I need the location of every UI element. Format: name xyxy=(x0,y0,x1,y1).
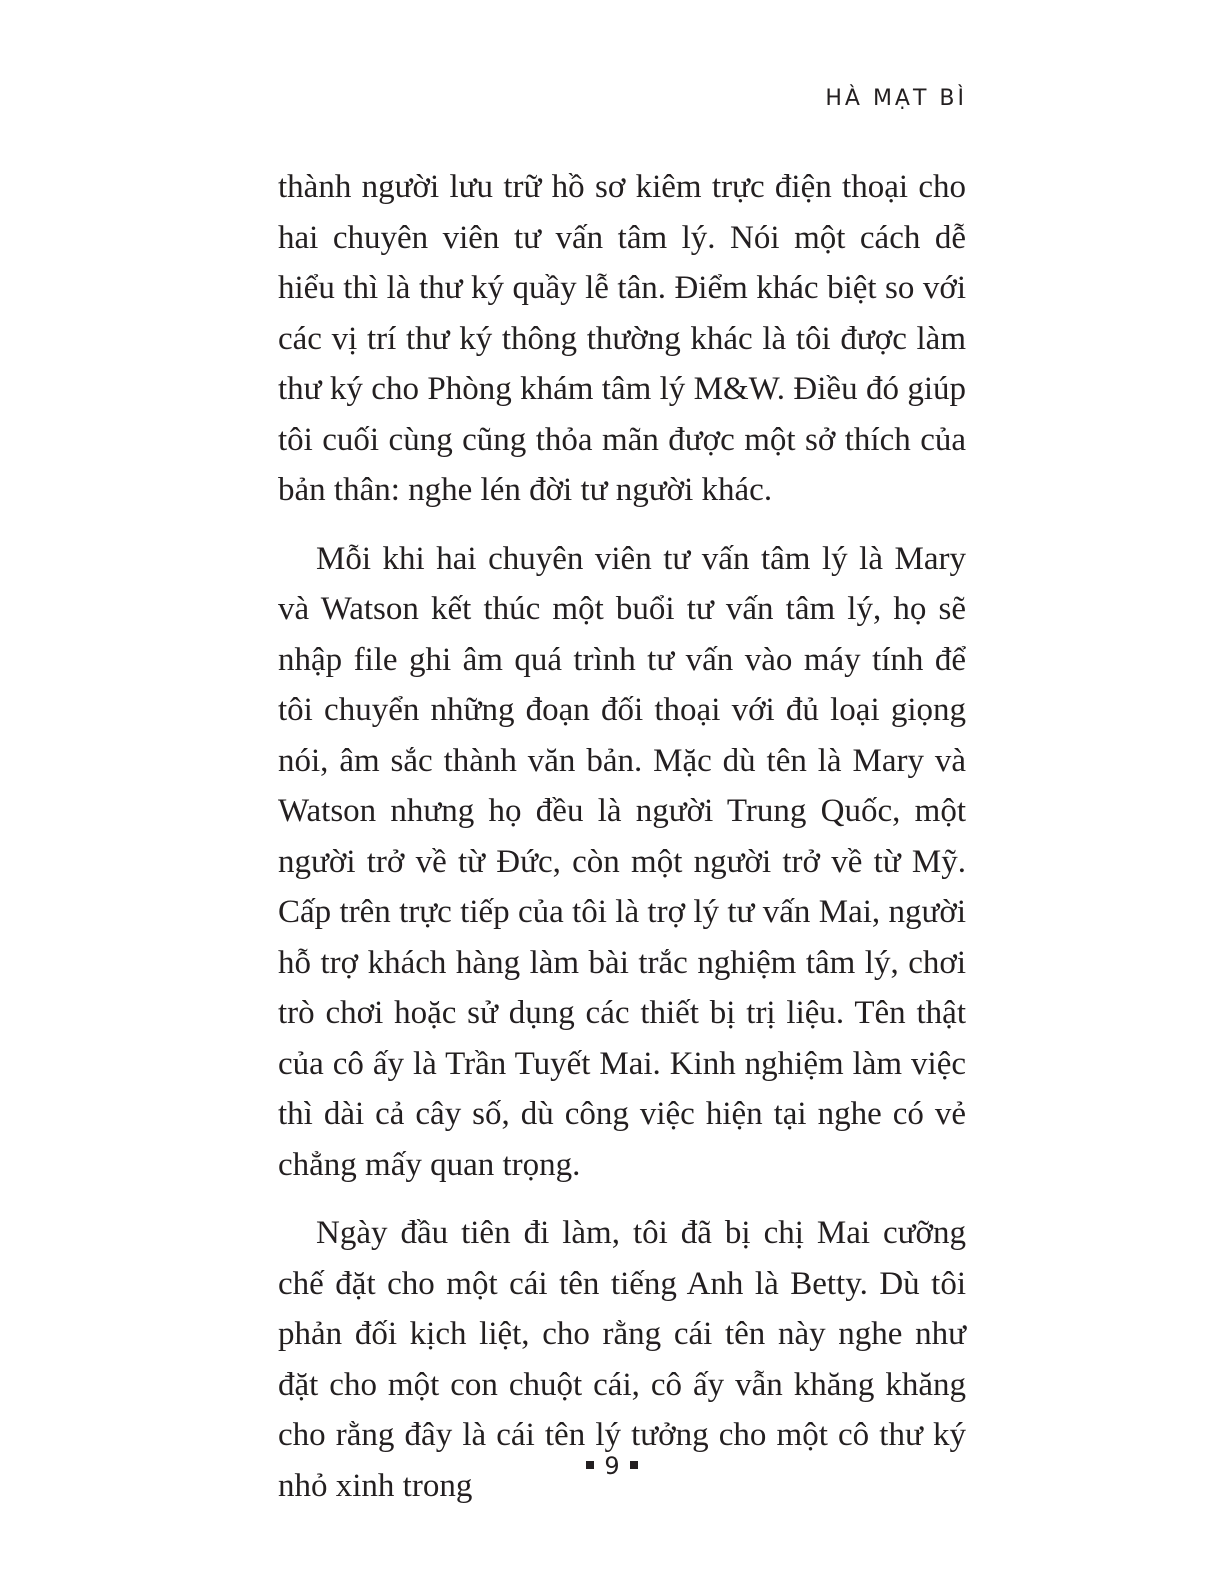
folio-square-right-icon xyxy=(630,1461,638,1469)
body-text xyxy=(278,162,966,1511)
page-number: 9 xyxy=(604,1452,620,1480)
paragraph-2: Mỗi khi hai chuyên viên tư vấn tâm lý là Mary và Watson kết thúc một buổi tư vấn tâm lý, họ sẽ nhập file ghi âm quá trình tư vấn vào máy tính để tôi chuyển những đoạn đối thoại với đủ loại giọng nói, âm sắc thành văn bản. Mặc dù tên là Mary và Watson nhưng họ đều là người Trung Quốc, một người trở về từ Đức, còn một người trở về từ Mỹ. Cấp trên trực tiếp của tôi là trợ lý tư vấn Mai, người hỗ trợ khách hàng làm bài trắc nghiệm tâm lý, chơi trò chơi hoặc sử dụng các thiết bị trị liệu. Tên thật của cô ấy là Trần Tuyết Mai. Kinh nghiệm làm việc thì dài cả cây số, dù công việc hiện tại nghe có vẻ chẳng mấy quan trọng. xyxy=(278,540,966,1183)
paragraph-1: thành người lưu trữ hồ sơ kiêm trực điện thoại cho hai chuyên viên tư vấn tâm lý. Nói một cách dễ hiểu thì là thư ký quầy lễ tân. Điểm khác biệt so với các vị trí thư ký thông thường khác là tôi được làm thư ký cho Phòng khám tâm lý M&W. Điều đó giúp tôi cuối cùng cũng thỏa mãn được một sở thích của bản thân: nghe lén đời tư người khác. xyxy=(278,169,966,508)
running-header-title: HÀ MẠT BÌ xyxy=(825,86,967,111)
folio-square-left-icon xyxy=(586,1461,594,1469)
paragraph-3: Ngày đầu tiên đi làm, tôi đã bị chị Mai cưỡng chế đặt cho một cái tên tiếng Anh là Betty. Dù tôi phản đối kịch liệt, cho rằng cái tên này nghe như đặt cho một con chuột cái, cô ấy vẫn khăng khăng cho rằng đây là cái tên lý tưởng cho một cô thư ký nhỏ xinh trong xyxy=(278,1215,966,1504)
page-footer xyxy=(0,1452,1224,1480)
